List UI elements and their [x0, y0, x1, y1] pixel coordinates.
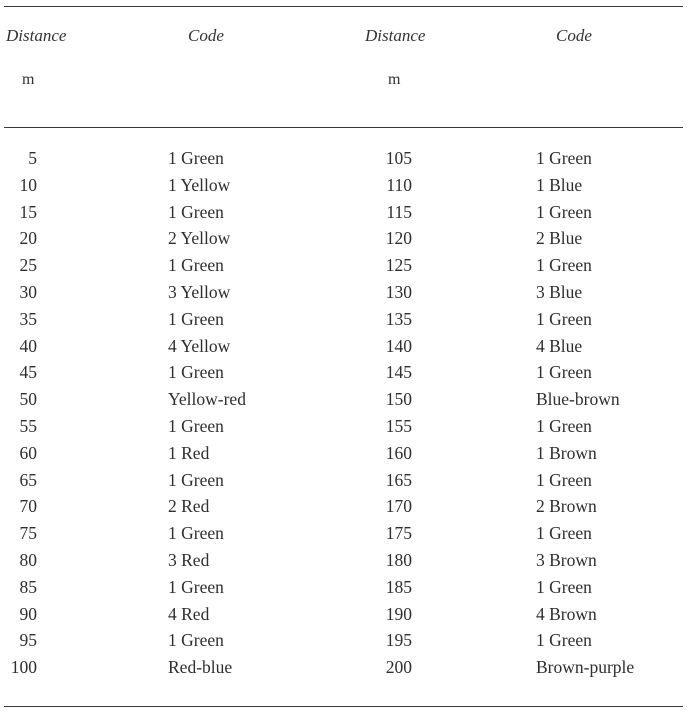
header-code-right: Code	[556, 26, 592, 45]
table-row	[0, 172, 687, 199]
header-code-left: Code	[188, 26, 224, 45]
code-cell: 1 Green	[536, 201, 592, 222]
distance-cell: 175	[385, 523, 412, 544]
table-row	[0, 440, 687, 467]
code-cell: 2 Brown	[536, 496, 597, 517]
distance-cell: 105	[385, 148, 412, 168]
distance-cell: 90	[19, 603, 37, 624]
distance-cell: 145	[385, 362, 412, 383]
code-cell: 1 Green	[536, 523, 592, 544]
code-cell: 4 Yellow	[168, 335, 231, 356]
table-row	[0, 654, 687, 681]
distance-cell: 180	[385, 549, 412, 570]
code-cell: 4 Red	[168, 603, 210, 624]
distance-cell: 60	[19, 442, 37, 463]
table-row	[0, 627, 687, 654]
distance-cell: 130	[385, 281, 412, 302]
code-cell: 1 Green	[168, 255, 224, 276]
distance-cell: 80	[19, 549, 37, 570]
distance-cell: 160	[385, 442, 412, 463]
distance-cell: 85	[19, 576, 37, 597]
distance-cell: 140	[385, 335, 412, 356]
distance-cell: 200	[385, 657, 412, 678]
table-bottom-rule	[4, 706, 683, 707]
table-row	[0, 386, 687, 413]
table-row	[0, 225, 687, 252]
unit-left: m	[22, 71, 35, 88]
distance-cell: 20	[19, 228, 37, 249]
code-cell: 1 Green	[536, 415, 592, 436]
distance-cell: 115	[386, 201, 412, 222]
distance-cell: 95	[19, 630, 37, 651]
code-cell: 1 Brown	[536, 442, 597, 463]
distance-cell: 10	[19, 174, 37, 195]
distance-cell: 150	[385, 389, 412, 410]
code-cell: 1 Yellow	[168, 174, 231, 195]
table-row	[0, 359, 687, 386]
distance-cell: 185	[385, 576, 412, 597]
code-cell: 1 Green	[168, 576, 224, 597]
code-cell: Blue-brown	[536, 389, 620, 410]
distance-cell: 15	[19, 201, 37, 222]
distance-cell: 135	[385, 308, 412, 329]
distance-cell: 100	[10, 657, 37, 678]
code-cell: 3 Red	[168, 549, 210, 570]
code-cell: 1 Green	[536, 308, 592, 329]
table-row	[0, 279, 687, 306]
code-cell: 1 Blue	[536, 174, 583, 195]
code-cell: 1 Green	[168, 148, 224, 168]
distance-cell: 50	[19, 389, 37, 410]
table-row	[0, 145, 687, 172]
distance-cell: 155	[385, 415, 412, 436]
table-row	[0, 306, 687, 333]
distance-cell: 35	[19, 308, 37, 329]
code-cell: 3 Brown	[536, 549, 597, 570]
table-row	[0, 413, 687, 440]
code-cell: 1 Green	[536, 362, 592, 383]
table-row	[0, 547, 687, 574]
distance-cell: 195	[385, 630, 412, 651]
table-row	[0, 493, 687, 520]
table-row	[0, 520, 687, 547]
distance-cell: 70	[19, 496, 37, 517]
code-cell: 2 Red	[168, 496, 210, 517]
table-top-rule	[4, 6, 683, 7]
header-distance-right: Distance	[365, 26, 426, 45]
code-cell: 1 Green	[536, 255, 592, 276]
unit-right: m	[388, 71, 401, 88]
code-cell: 1 Green	[168, 362, 224, 383]
distance-cell: 170	[385, 496, 412, 517]
code-cell: 1 Green	[168, 415, 224, 436]
distance-cell: 45	[19, 362, 37, 383]
code-cell: Brown-purple	[536, 657, 635, 678]
code-cell: 1 Green	[168, 630, 224, 651]
code-cell: 4 Brown	[536, 603, 597, 624]
header-distance-left: Distance	[6, 26, 67, 45]
distance-cell: 55	[19, 415, 37, 436]
distance-cell: 125	[385, 255, 412, 276]
distance-cell: 75	[19, 523, 37, 544]
table-row	[0, 601, 687, 628]
code-cell: Yellow-red	[168, 389, 246, 410]
code-cell: 1 Green	[536, 148, 592, 168]
code-cell: 3 Blue	[536, 281, 583, 302]
distance-cell: 165	[385, 469, 412, 490]
code-cell: 1 Green	[536, 469, 592, 490]
table-row	[0, 574, 687, 601]
table-row	[0, 252, 687, 279]
code-cell: Red-blue	[168, 657, 233, 678]
code-cell: 4 Blue	[536, 335, 583, 356]
code-cell: 1 Green	[168, 201, 224, 222]
distance-cell: 65	[19, 469, 37, 490]
table-row	[0, 333, 687, 360]
code-cell: 3 Yellow	[168, 281, 231, 302]
distance-cell: 120	[385, 228, 412, 249]
distance-cell: 190	[385, 603, 412, 624]
distance-cell: 110	[386, 174, 412, 195]
code-cell: 2 Yellow	[168, 228, 231, 249]
code-cell: 1 Red	[168, 442, 210, 463]
code-cell: 1 Green	[168, 523, 224, 544]
distance-cell: 30	[19, 281, 37, 302]
code-cell: 1 Green	[168, 469, 224, 490]
table-body	[0, 145, 687, 681]
distance-cell: 5	[28, 148, 37, 168]
code-cell: 1 Green	[536, 630, 592, 651]
table-row	[0, 467, 687, 494]
distance-cell: 40	[19, 335, 37, 356]
table-row	[0, 199, 687, 226]
code-cell: 2 Blue	[536, 228, 583, 249]
code-cell: 1 Green	[168, 308, 224, 329]
distance-cell: 25	[19, 255, 37, 276]
code-cell: 1 Green	[536, 576, 592, 597]
table-header-rule	[4, 127, 683, 128]
